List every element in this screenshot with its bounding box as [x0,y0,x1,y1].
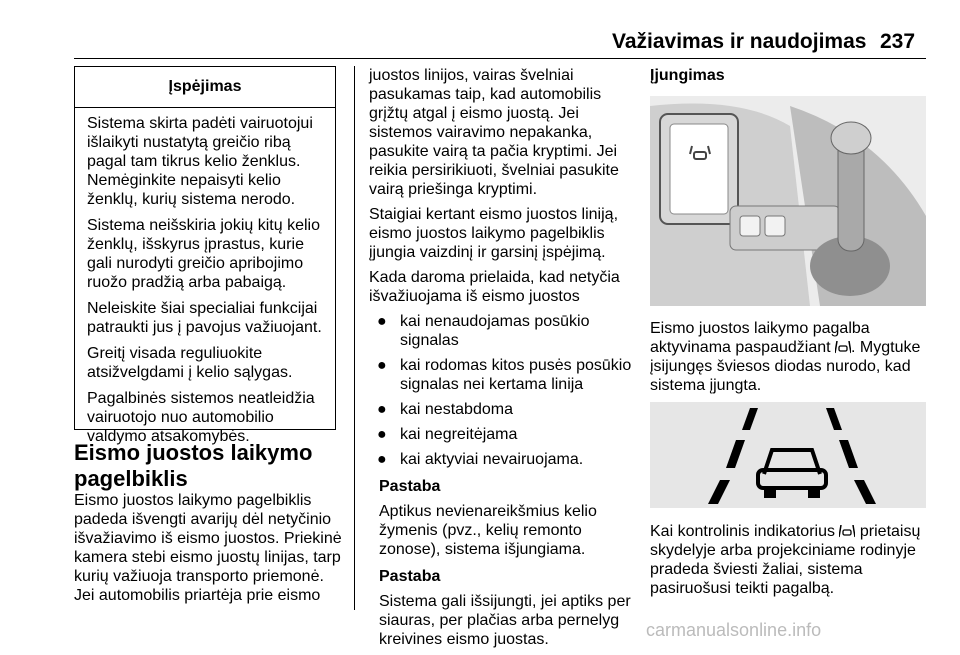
body-paragraph: juostos linijos, vairas švelniai pasukamas taip, kad automobilis grįžtų atgal į eismo juostą. Jei sistemos vairavimo nepakanka, pasukite vairą ta pačia kryptimi. Jei reikia persirikiuoti, švelniai pasukite vairą priešinga kryptimi. [369,67,619,198]
caption-part: . Mygtuke įsijungęs šviesos diodas nurodo, kad sistema įjungta. [650,339,921,394]
lane-indicator-image [650,402,926,508]
caption-part: prietaisų skydelyje arba projekciniame rodinyje pradeda šviesti žaliai, sistema pasiruošusi teikti pagalbą. [650,523,921,597]
section-intro [74,491,346,605]
subsection-title: Įjungimas [650,67,725,84]
note-text: Aptikus nevienareikšmius kelio žymenis (pvz., kelių remonto zonose), sistema išjungiama. [379,503,597,558]
column-divider [354,66,355,610]
watermark: carmanualsonline.info [646,620,822,640]
middle-column [369,66,639,655]
bullet-icon: ● [377,313,387,330]
list-item-text: kai negreitėjama [400,426,518,443]
body-paragraph: Kada daroma prielaida, kad netyčia išvažiuojama iš eismo juostos [369,269,620,305]
page-number: 237 [880,30,916,53]
section-heading: Eismo juostos laikymo pagelbiklis [74,440,313,491]
activation-caption [650,319,928,395]
header-divider [74,58,926,59]
list-item [369,400,639,419]
dashboard-button-photo [650,96,926,306]
note-text: Sistema gali išsijungti, jei aptiks per siauras, per plačias arba pernelyg kreivines eismo juostas. [379,593,631,648]
right-column [650,66,928,85]
bullet-icon: ● [377,357,387,374]
list-item-text: kai nestabdoma [400,401,513,418]
list-item-text: kai nenaudojamas posūkio signalas [400,313,590,349]
list-item [369,425,639,444]
bullet-icon: ● [377,401,387,418]
caption-text [650,522,928,598]
warning-paragraph: Sistema neišskiria jokių kitų kelio ženklų, išskyrus įprastus, kurie gali nurodyti greičio apribojimo ruožo pradžią arba pabaigą. [87,217,320,291]
caption-part: Eismo juostos laikymo pagalba aktyvinama paspaudžiant [650,320,870,356]
lane-keep-assist-icon [650,402,926,508]
lane-keep-assist-icon [839,525,855,538]
body-paragraph: Staigiai kertant eismo juostos liniją, eismo juostos laikymo pagelbiklis įjungia vaizdinį ir garsinį įspėjimą. [369,206,619,261]
intro-paragraph: Eismo juostos laikymo pagelbiklis padeda išvengti avarijų dėl netyčinio išvažiavimo iš eismo juostos. Priekinė kamera stebi eismo juostų linijas, tarp kurių važiuoja transporto priemonė. Jei automobilis priartėja prie eismo [74,492,342,604]
list-item [369,450,639,469]
note-block [369,567,639,649]
warning-title: Įspėjimas [75,67,335,108]
caption-text [650,319,928,395]
page-header-title: Važiavimas ir naudojimas [612,30,867,53]
bullet-icon: ● [377,426,387,443]
list-item [369,312,639,350]
caption-part: Kai kontrolinis indikatorius [650,523,835,540]
list-item-text: kai rodomas kitos pusės posūkio signalas nei kertama linija [400,357,632,393]
note-title: Pastaba [379,478,441,495]
warning-paragraph: Pagalbinės sistemos neatleidžia vairuotojo nuo automobilio valdymo atsakomybės. [87,390,315,445]
console-illustration [650,96,926,306]
lane-keep-assist-icon [835,341,851,354]
list-item-text: kai aktyviai nevairuojama. [400,451,584,468]
note-title: Pastaba [379,568,441,585]
indicator-caption [650,522,928,598]
note-block [369,477,639,559]
warning-paragraph: Sistema skirta padėti vairuotojui išlaikyti nustatytą greičio ribą pagal tam tikrus kelio ženklus. Nemėginkite nepaisyti kelio ženklų, kurių sistema nerodo. [87,115,313,208]
list-item [369,356,639,394]
warning-box [74,66,336,445]
warning-paragraph: Greitį visada reguliuokite atsižvelgdami į kelio sąlygas. [87,345,293,381]
warning-paragraph: Neleiskite šiai specialiai funkcijai patraukti jus į pavojus važiuojant. [87,300,322,336]
bullet-icon: ● [377,451,387,468]
